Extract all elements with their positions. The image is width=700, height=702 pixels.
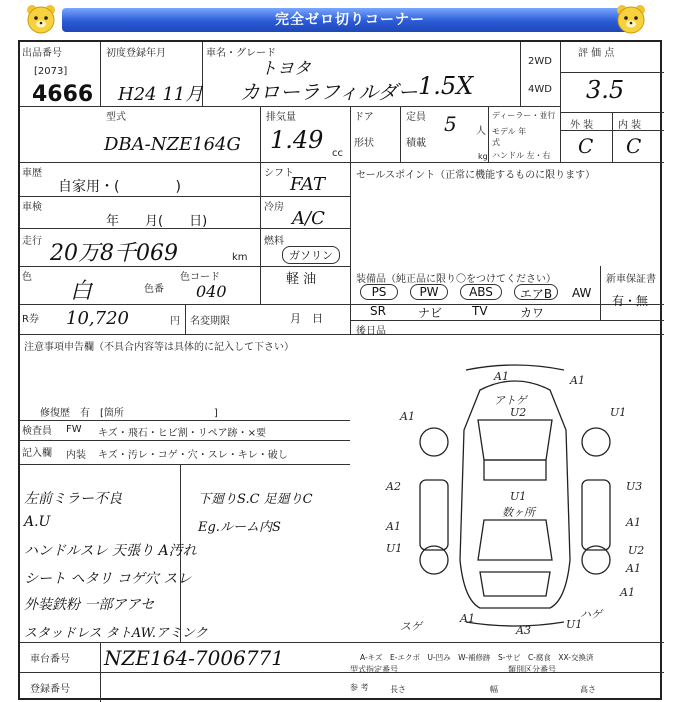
name-change-label: 名変期限 (190, 316, 230, 327)
sales-point-label: セールスポイント（正常に機能するものに限ります） (356, 170, 596, 181)
seats-value: 5 (444, 112, 457, 136)
remark-line: ハンドルスレ 天張り A汚れ (24, 543, 197, 559)
displacement-value: 1.49 (270, 126, 324, 154)
damage-label: A1 (626, 516, 641, 529)
grade-value: 1.5X (418, 72, 474, 100)
usage-label: 車歴 (22, 168, 42, 179)
displacement-label: 排気量 (266, 112, 296, 123)
category-label: 類別区分番号 (508, 665, 556, 674)
later-items-label: 後日品 (356, 326, 386, 337)
notes-label: 注意事項申告欄（不具合内容等は具体的に記入して下さい） (24, 342, 294, 353)
mileage-unit: km (232, 252, 248, 263)
ac-value: A/C (292, 208, 325, 229)
damage-label: U2 (510, 406, 527, 419)
damage-label: A1 (494, 370, 509, 383)
score-value: 3.5 (586, 76, 625, 104)
drive-2wd: 2WD (528, 56, 552, 67)
recycle-unit: 円 (170, 316, 180, 327)
damage-label: A1 (626, 562, 641, 575)
shift-label: シフト (264, 168, 294, 179)
remark-line: 左前ミラー不良 (24, 491, 122, 507)
equip-sr: SR (370, 304, 386, 318)
lot-number: 4666 (32, 82, 94, 107)
bear-mascot-icon (24, 2, 58, 36)
damage-label: A1 (400, 410, 415, 423)
equip-navi: ナビ (418, 306, 443, 320)
fuel-diesel: 軽 油 (286, 272, 317, 287)
type-label: 型式 (106, 112, 126, 123)
equip-abs: ABS (460, 284, 502, 300)
score-label: 評 価 点 (578, 48, 615, 59)
exterior-value: C (578, 134, 594, 158)
model-value: カローラフィルダー (240, 80, 418, 104)
interior-value: C (626, 134, 642, 158)
color-value: 白 (70, 279, 93, 304)
damage-label: 数ヶ所 (502, 506, 535, 519)
damage-label: U3 (626, 480, 643, 493)
load-label: 積載 (406, 138, 426, 149)
damage-label: U1 (566, 618, 583, 631)
remark-line: 外装鉄粉 一部アアセ (24, 597, 155, 613)
damage-label: A3 (516, 624, 531, 637)
warranty-label: 新車保証書 (606, 274, 656, 285)
inspection-label: 車検 (22, 202, 42, 213)
damage-legend: A-キズ E-エクボ U-凹み W-補修跡 S-サビ C-腐食 XX-交換済 (360, 653, 594, 662)
height-label: 高さ (580, 685, 596, 694)
frame-number-label: 車台番号 (30, 654, 70, 665)
damage-label: ハゲ (580, 608, 602, 621)
frame-number-value: NZE164-7006771 (104, 646, 284, 670)
bear-mascot-icon (614, 2, 648, 36)
recycle-value: 10,720 (66, 308, 129, 329)
registration-label: 登録番号 (30, 684, 70, 695)
shift-value: FAT (290, 174, 325, 195)
equip-airbag: エアB (514, 284, 558, 300)
displacement-unit: cc (332, 148, 343, 159)
damage-label: U1 (610, 406, 627, 419)
damage-label: A1 (386, 520, 401, 533)
color-number-label: 色番 (144, 284, 164, 295)
fuel-label: 燃料 (264, 236, 284, 247)
name-label: 車名・グレード (206, 48, 276, 59)
model-year-label: モデル 年式 (492, 127, 527, 147)
door-label: ドア (354, 112, 374, 123)
remark-right-line: 下廻りS.C 足廻りC (198, 492, 313, 507)
seats-label: 定員 (406, 112, 426, 123)
interior-check-label: 内装 (66, 450, 86, 461)
lot-label: 出品番号 (22, 48, 62, 59)
warranty-value: 有・無 (612, 294, 649, 308)
ac-label: 冷房 (264, 202, 284, 213)
entry-label: 記入欄 (22, 448, 52, 459)
load-unit: kg (478, 152, 488, 161)
equip-tv: TV (472, 304, 488, 318)
equip-ps: PS (360, 284, 398, 300)
shape-label: 形状 (354, 138, 374, 149)
width-label: 幅 (490, 685, 498, 694)
mileage-label: 走行 (22, 236, 42, 247)
interior-label: 内 装 (618, 120, 642, 131)
reg-label: 初度登録年月 (106, 48, 166, 59)
fw-label: FW (66, 424, 82, 435)
equip-pw: PW (410, 284, 448, 300)
damage-label: U1 (510, 490, 527, 503)
repair-history-label: 修復歴 有 [箇所 ] (40, 408, 218, 419)
ref-label: 参 考 (350, 683, 369, 692)
equip-aw: AW (572, 286, 592, 300)
exterior-label: 外 装 (570, 120, 594, 131)
equipment-label: 装備品（純正品に限り〇をつけてください） (356, 274, 556, 285)
color-label: 色 (22, 272, 32, 283)
car-damage-diagram (370, 360, 660, 637)
damage-label: A1 (460, 612, 475, 625)
inspector-label: 検査員 (22, 426, 52, 437)
drive-4wd: 4WD (528, 84, 552, 95)
damage-label: アトゲ (494, 394, 527, 407)
remark-line: スタッドレス タトAW.アミンク (24, 626, 208, 641)
damage-label: A1 (570, 374, 585, 387)
handle-label: ハンドル 左・右 (492, 151, 551, 160)
length-label: 長さ (390, 685, 406, 694)
damage-label: U2 (628, 544, 645, 557)
lot-sub: [2073] (34, 66, 68, 77)
name-change-value: 月 日 (290, 312, 323, 325)
fuel-gasoline: ガソリン (282, 246, 340, 264)
page-title: 完全ゼロ切りコーナー (62, 8, 638, 32)
usage-value: 自家用・( ) (58, 179, 181, 195)
color-code-label: 色コード (180, 272, 220, 283)
dealer-label: ディーラー・並行 (492, 111, 556, 120)
damage-label: U1 (386, 542, 403, 555)
seats-unit: 人 (476, 126, 486, 137)
equip-leather: カワ (520, 306, 545, 320)
recycle-label: R券 (22, 314, 39, 325)
type-value: DBA-NZE164G (104, 134, 241, 155)
remark-line: A.U (24, 514, 51, 530)
maker-value: トヨタ (260, 59, 311, 79)
damage-label: A1 (620, 586, 635, 599)
color-code-value: 040 (196, 282, 227, 301)
reg-value: H24 11月 (118, 84, 204, 105)
mileage-value: 20万8千069 (50, 241, 178, 266)
interior-check-text: キズ・汚レ・コゲ・穴・スレ・キレ・破し (98, 450, 288, 461)
damage-label: A2 (386, 480, 401, 493)
remark-line: シート ヘタリ コゲ穴 スレ (24, 571, 192, 587)
inspection-value: 年 月( 日) (106, 214, 208, 229)
fw-text: キズ・飛石・ヒビ割・リペア跡・×要 (98, 428, 266, 439)
type-spec-label: 型式指定番号 (350, 665, 398, 674)
remark-right-line: Eg.ルーム内S (198, 520, 281, 535)
page-header (0, 0, 700, 38)
damage-label: スゲ (400, 620, 422, 633)
